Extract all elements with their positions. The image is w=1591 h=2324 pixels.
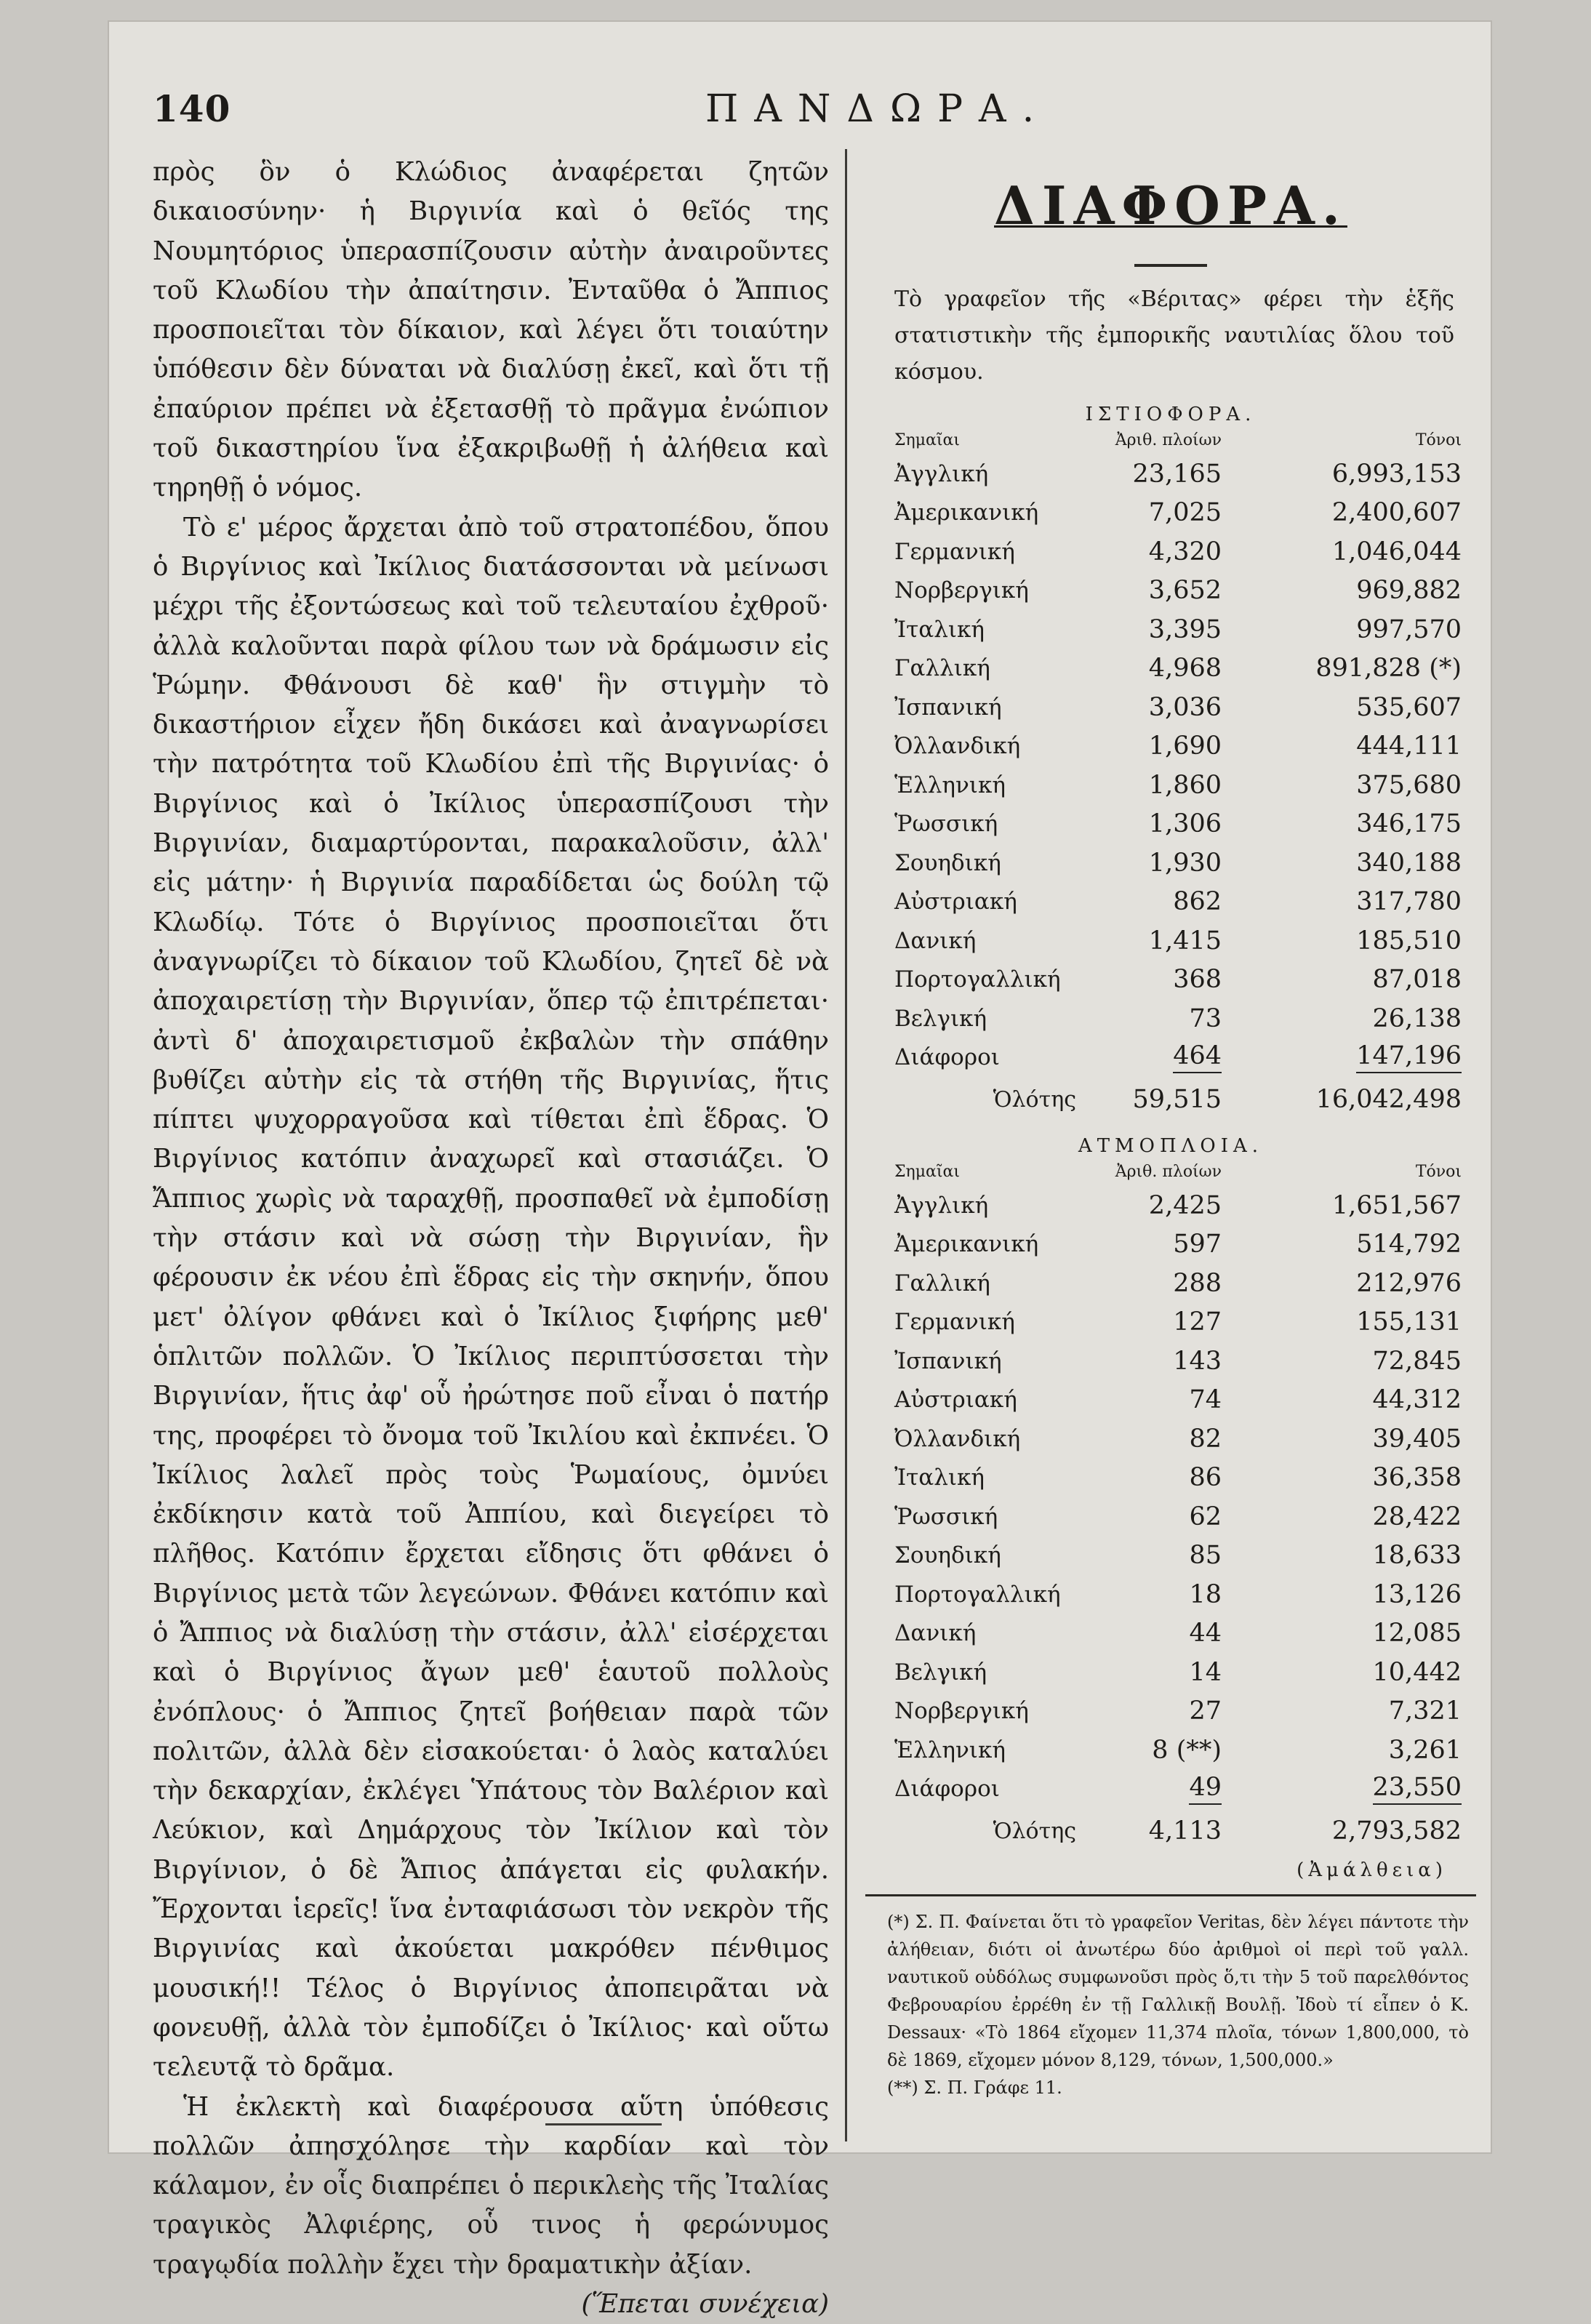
ships-cell xyxy=(1076,572,1222,611)
right-column xyxy=(865,153,1476,2101)
ships-cell xyxy=(1076,1459,1222,1498)
ships-value: 1,415 xyxy=(1148,926,1222,955)
ships-cell xyxy=(1076,1225,1222,1265)
tons-value: 28,422 xyxy=(1372,1502,1462,1531)
table-header-row xyxy=(894,1157,1462,1186)
table-row xyxy=(894,1536,1462,1576)
total-label: Ὁλότης xyxy=(993,1818,1076,1844)
total-tons: 16,042,498 xyxy=(1315,1085,1462,1114)
ships-value: 1,860 xyxy=(1148,770,1222,800)
ships-value: 86 xyxy=(1189,1463,1222,1493)
table-row xyxy=(894,572,1462,611)
country-cell: Ἰταλική xyxy=(894,1464,985,1491)
ships-value: 49 xyxy=(1189,1773,1222,1805)
country-cell: Αὐστριακή xyxy=(894,1387,1017,1414)
tons-value: 44,312 xyxy=(1372,1385,1462,1415)
ships-value: 7,025 xyxy=(1148,498,1222,528)
table-row xyxy=(894,1225,1462,1265)
ships-cell xyxy=(1076,1038,1222,1078)
country-cell: Ὀλλανδική xyxy=(894,733,1021,760)
page-number: 140 xyxy=(153,87,231,130)
ships-cell xyxy=(1076,883,1222,922)
country-cell: Ἰσπανική xyxy=(894,1347,1002,1374)
country-cell: Ἑλληνική xyxy=(894,1736,1006,1763)
table-row xyxy=(894,610,1462,649)
tons-value: 87,018 xyxy=(1372,965,1462,995)
country-cell: Ῥωσσική xyxy=(894,811,998,838)
tons-cell xyxy=(1222,805,1462,844)
table-row xyxy=(894,1770,1462,1809)
paragraph: Τὸ ε' μέρος ἄρχεται ἀπὸ τοῦ στρατοπέδου, ὅπου ὁ Βιργίνιος καὶ Ἰκίλιος διατάσσονται νὰ μείνωσι μέχρι τῆς ἐξοντώσεως καὶ τοῦ τελευταίου ἐχθροῦ· ἀλλὰ καλοῦνται παρὰ φίλου των νὰ δράμωσιν εἰς Ῥώμην. Φθάνουσι δὲ καθ' ἣν στιγμὴν τὸ δικαστήριον εἶχεν ἤδη δικάσει καὶ ἀναγνωρίσει τὴν πατρότητα τοῦ Κλωδίου ἐπὶ τῆς Βιργινίας· ὁ Βιργίνιος καὶ ὁ Ἰκίλιος ὑπερασπίζουσι τὴν Βιργινίαν, διαμαρτύρονται, παρακαλοῦσιν, ἀλλ' εἰς μάτην· ἡ Βιργινία παραδίδεται ὡς δούλη τῷ Κλωδίῳ. Τότε ὁ Βιργίνιος προσποιεῖται ὅτι ἀναγνωρίζει τὸ δίκαιον τοῦ Κλωδίου, ζητεῖ δὲ νὰ ἀποχαιρετίσῃ τὴν Βιργινίαν, ὅπερ τῷ ἐπιτρέπεται· ἀντὶ δ' ἀποχαιρετισμοῦ ἐκβαλὼν τὴν σπάθην βυθίζει αὐτὴν εἰς τὰ στήθη τῆς Βιργινίας, ἥτις πίπτει ψυχορραγοῦσα καὶ τίθεται ἐπὶ ἕδρας. Ὁ Βιργίνιος κατόπιν ἀναχωρεῖ καὶ στασιάζει. Ὁ Ἄππιος χωρὶς νὰ ταραχθῇ, προσπαθεῖ νὰ ἐμποδίσῃ τὴν στάσιν καὶ νὰ σώσῃ τὴν Βιργινίαν, ἣν φέρουσιν ἐκ νέου ἐπὶ ἕδρας εἰς τὴν σκηνήν, ὅπου μετ' ὀλίγον φθάνει καὶ ὁ Ἰκίλιος ξιφήρης μεθ' ὁπλιτῶν πολλῶν. Ὁ Ἰκίλιος περιπτύσσεται τὴν Βιργινίαν, ἥτις ἀφ' οὗ ἠρώτησε ποῦ εἶναι ὁ πατήρ της, προφέρει τὸ ὄνομα τοῦ Ἰκιλίου καὶ ἐκπνέει. Ὁ Ἰκίλιος λαλεῖ πρὸς τοὺς Ῥωμαίους, ὀμνύει ἐκδίκησιν κατὰ τοῦ Ἀππίου, καὶ διεγείρει τὸ πλῆθος. Κατόπιν ἔρχεται εἴδησις ὅτι φθάνει ὁ Βιργίνιος μετὰ τῶν λεγεώνων. Φθάνει κατόπιν καὶ ὁ Ἄππιος νὰ διαλύσῃ τὴν στάσιν, ἀλλ' εἰσέρχεται καὶ ὁ Βιργίνιος ἄγων μεθ' ἑαυτοῦ πολλοὺς ἐνόπλους· ὁ Ἄππιος ζητεῖ βοήθειαν παρὰ τῶν πολιτῶν, ἀλλὰ δὲν εἰσακούεται· ὁ λαὸς καταλύει τὴν δεκαρχίαν, ἐκλέγει Ὑπάτους τὸν Βαλέριον καὶ Λεύκιον, καὶ Δημάρχους τὸν Ἰκίλιον καὶ τὸν Βιργίνιον, ὁ δὲ Ἄπιος ἀπάγεται εἰς φυλακήν. Ἔρχονται ἱερεῖς! ἵνα ἐνταφιάσωσι τὸν νεκρὸν τῆς Βιργινίας καὶ ἀκούεται μακρόθεν πένθιμος μουσική!! Τέλος ὁ Βιργίνιος ἀποπειρᾶται νὰ φονευθῇ, ἀλλὰ τὸν ἐμποδίζει ὁ Ἰκίλιος· καὶ οὕτω τελευτᾷ τὸ δρᾶμα. xyxy=(153,512,829,2083)
country-cell: Ἀμερικανική xyxy=(894,500,1039,526)
ships-value: 2,425 xyxy=(1148,1190,1222,1220)
country-cell: Ὀλλανδική xyxy=(894,1425,1021,1452)
ships-value: 1,930 xyxy=(1148,848,1222,878)
ships-cell xyxy=(1076,1186,1222,1225)
ships-value: 44 xyxy=(1189,1619,1222,1648)
tons-cell xyxy=(1222,1225,1462,1265)
ships-value: 85 xyxy=(1189,1541,1222,1571)
country-cell: Σουηδική xyxy=(894,849,1001,876)
country-cell: Ἀμερικανική xyxy=(894,1231,1039,1258)
sailing-ships-title: ΙΣΤΙΟΦΟΡΑ. xyxy=(1085,404,1257,425)
tons-value: 891,828 (*) xyxy=(1315,654,1462,684)
tons-value: 444,111 xyxy=(1356,732,1462,761)
total-row xyxy=(894,1077,1462,1122)
ships-value: 862 xyxy=(1173,887,1222,917)
total-label: Ὁλότης xyxy=(993,1086,1076,1113)
ships-value: 4,968 xyxy=(1148,654,1222,684)
ships-value: 464 xyxy=(1173,1041,1222,1073)
table-row xyxy=(894,1575,1462,1614)
footnotes xyxy=(865,1908,1476,2101)
tons-value: 514,792 xyxy=(1356,1230,1462,1259)
ships-value: 8 (**) xyxy=(1152,1735,1222,1765)
footnote-rule xyxy=(865,1894,1476,1896)
country-cell: Νορβεργική xyxy=(894,577,1029,604)
table-row xyxy=(894,1459,1462,1498)
tons-value: 212,976 xyxy=(1356,1268,1462,1298)
column-header-flags: Σημαῖαι xyxy=(894,430,960,449)
tons-cell xyxy=(1222,610,1462,649)
column-header-ships: Ἀριθ. πλοίων xyxy=(1115,430,1222,449)
ships-cell xyxy=(1076,727,1222,766)
country-cell: Ῥωσσική xyxy=(894,1503,998,1530)
table-row xyxy=(894,1342,1462,1381)
table-row xyxy=(894,1381,1462,1420)
tons-cell xyxy=(1222,844,1462,883)
tons-cell xyxy=(1222,1497,1462,1536)
ships-value: 74 xyxy=(1189,1385,1222,1415)
country-cell: Βελγική xyxy=(894,1659,987,1686)
ships-value: 14 xyxy=(1189,1657,1222,1687)
tons-value: 10,442 xyxy=(1372,1657,1462,1687)
country-cell: Δανική xyxy=(894,1620,977,1647)
ships-value: 62 xyxy=(1189,1502,1222,1531)
country-cell: Διάφοροι xyxy=(894,1776,1000,1803)
country-cell: Δανική xyxy=(894,927,977,954)
tons-value: 3,261 xyxy=(1388,1735,1462,1765)
table-row xyxy=(894,844,1462,883)
section-title: ΔΙΑΦΟΡΑ. xyxy=(994,175,1347,236)
table-row xyxy=(894,1692,1462,1731)
ships-value: 1,306 xyxy=(1148,809,1222,839)
tons-cell xyxy=(1222,727,1462,766)
ships-cell xyxy=(1076,1497,1222,1536)
table-row xyxy=(894,727,1462,766)
country-cell: Ἰταλική xyxy=(894,616,985,643)
column-header-tons: Τόνοι xyxy=(1415,1162,1462,1181)
ships-cell xyxy=(1076,532,1222,572)
ships-cell xyxy=(1076,1342,1222,1381)
sailing-ships-table xyxy=(894,425,1462,1122)
ships-cell xyxy=(1076,1264,1222,1303)
tons-cell xyxy=(1222,1770,1462,1809)
table-row xyxy=(894,688,1462,727)
ships-value: 82 xyxy=(1189,1424,1222,1454)
table-row xyxy=(894,1419,1462,1459)
ships-value: 288 xyxy=(1173,1268,1222,1298)
column-divider xyxy=(845,149,847,2141)
tons-value: 997,570 xyxy=(1356,614,1462,644)
tons-value: 12,085 xyxy=(1372,1619,1462,1648)
tons-cell xyxy=(1222,1692,1462,1731)
tons-cell xyxy=(1222,766,1462,805)
ships-cell xyxy=(1076,649,1222,689)
table-row xyxy=(894,1186,1462,1225)
table-row xyxy=(894,766,1462,805)
ships-cell xyxy=(1076,1692,1222,1731)
ships-value: 597 xyxy=(1173,1230,1222,1259)
table-row xyxy=(894,649,1462,689)
ships-cell xyxy=(1076,494,1222,533)
ships-cell xyxy=(1076,610,1222,649)
table-row xyxy=(894,921,1462,961)
table-row xyxy=(894,999,1462,1038)
footnote: (**) Σ. Π. Γράφε 11. xyxy=(887,2077,1062,2098)
country-cell: Βελγική xyxy=(894,1005,987,1032)
tons-cell xyxy=(1222,1459,1462,1498)
tons-cell xyxy=(1222,1381,1462,1420)
left-column-text xyxy=(153,153,829,2324)
tons-value: 72,845 xyxy=(1372,1346,1462,1376)
tons-cell xyxy=(1222,1653,1462,1692)
ships-cell xyxy=(1076,688,1222,727)
title-rule xyxy=(1134,264,1207,267)
country-cell: Γερμανική xyxy=(894,538,1015,565)
tons-value: 147,196 xyxy=(1356,1041,1462,1073)
table-row xyxy=(894,805,1462,844)
tons-cell xyxy=(1222,999,1462,1038)
tons-cell xyxy=(1222,1731,1462,1770)
ships-cell xyxy=(1076,1536,1222,1576)
tons-cell xyxy=(1222,494,1462,533)
country-cell: Ἰσπανική xyxy=(894,694,1002,721)
column-header-tons: Τόνοι xyxy=(1415,430,1462,449)
table-row xyxy=(894,883,1462,922)
tons-cell xyxy=(1222,1303,1462,1342)
tons-cell xyxy=(1222,1419,1462,1459)
ships-value: 3,395 xyxy=(1148,614,1222,644)
country-cell: Νορβεργική xyxy=(894,1698,1029,1725)
ships-cell xyxy=(1076,844,1222,883)
country-cell: Αὐστριακή xyxy=(894,889,1017,915)
ships-value: 18 xyxy=(1189,1579,1222,1609)
total-tons: 2,793,582 xyxy=(1331,1816,1462,1846)
country-cell: Ἑλληνική xyxy=(894,772,1006,798)
table-header-row xyxy=(894,425,1462,454)
tons-cell xyxy=(1222,1264,1462,1303)
ships-cell xyxy=(1076,1419,1222,1459)
tons-value: 1,651,567 xyxy=(1331,1190,1462,1220)
steamships-table xyxy=(894,1157,1462,1854)
tons-cell xyxy=(1222,572,1462,611)
footnote: (*) Σ. Π. Φαίνεται ὅτι τὸ γραφεῖον Veritas, δὲν λέγει πάντοτε τὴν ἀλήθειαν, διότι οἱ ἀνωτέρω δύο ἀριθμοὶ οἱ περὶ τοῦ γαλλ. ναυτικοῦ οὐδόλως συμφωνοῦσι πρὸς ὅ,τι τὴν 5 τοῦ παρελθόντος Φεβρουαρίου ἐρρέθη ἐν τῇ Γαλλικῇ Βουλῇ. Ἰδοὺ τί εἶπεν ὁ Κ. Dessaux· «Τὸ 1864 εἴχομεν 11,374 πλοῖα, τόνων 1,800,000, τὸ δὲ 1869, εἴχομεν μόνον 8,129, τόνων, 1,500,000.» xyxy=(887,1912,1469,2070)
tons-cell xyxy=(1222,649,1462,689)
ships-value: 127 xyxy=(1173,1307,1222,1337)
tons-value: 317,780 xyxy=(1356,887,1462,917)
tons-value: 2,400,607 xyxy=(1331,498,1462,528)
ships-value: 1,690 xyxy=(1148,732,1222,761)
country-cell: Γαλλική xyxy=(894,1270,990,1297)
country-cell: Γαλλική xyxy=(894,655,990,682)
paragraph: πρὸς ὃν ὁ Κλώδιος ἀναφέρεται ζητῶν δικαιοσύνην· ἡ Βιργινία καὶ ὁ θεῖός της Νουμητόριος ὑπερασπίζουσιν αὐτὴν ἀναιροῦντες τοῦ Κλωδίου τὴν ἀπαίτησιν. Ἐνταῦθα ὁ Ἄππιος προσποιεῖται τὸν δίκαιον, καὶ λέγει ὅτι τοιαύτην ὑπόθεσιν δὲν δύναται νὰ διαλύσῃ ἐκεῖ, καὶ ὅτι τῇ ἐπαύριον πρέπει νὰ ἐξετασθῇ τὸ πρᾶγμα ἐνώπιον τοῦ δικαστηρίου ἵνα ἐξακριβωθῇ ἡ ἀλήθεια καὶ τηρηθῇ ὁ νόμος. xyxy=(153,157,829,503)
tons-cell xyxy=(1222,532,1462,572)
table-row xyxy=(894,1264,1462,1303)
ships-cell xyxy=(1076,1653,1222,1692)
table-row xyxy=(894,1303,1462,1342)
tons-value: 39,405 xyxy=(1372,1424,1462,1454)
tons-value: 6,993,153 xyxy=(1331,459,1462,489)
country-cell: Σουηδική xyxy=(894,1542,1001,1569)
tons-cell xyxy=(1222,688,1462,727)
paragraph: Ἡ ἐκλεκτὴ καὶ διαφέρουσα αὕτη ὑπόθεσις πολλῶν ἀπησχόλησε τὴν καρδίαν καὶ τὸν κάλαμον, ἐν οἷς διαπρέπει ὁ περικλεὴς τῆς Ἰταλίας τραγικὸς Ἀλφιέρης, οὗ τινος ἡ φερώνυμος τραγῳδία πολλὴν ἔχει τὴν δραματικὴν ἀξίαν. xyxy=(153,2091,829,2280)
ships-cell xyxy=(1076,805,1222,844)
column-header-flags: Σημαῖαι xyxy=(894,1162,960,1181)
ships-cell xyxy=(1076,1303,1222,1342)
tons-value: 36,358 xyxy=(1372,1463,1462,1493)
country-cell: Ἀγγλική xyxy=(894,1192,989,1219)
tons-value: 155,131 xyxy=(1356,1307,1462,1337)
column-header-ships: Ἀριθ. πλοίων xyxy=(1115,1162,1222,1181)
tons-value: 185,510 xyxy=(1356,926,1462,955)
table-row xyxy=(894,494,1462,533)
country-cell: Γερμανική xyxy=(894,1309,1015,1336)
table-row xyxy=(894,532,1462,572)
tons-cell xyxy=(1222,921,1462,961)
country-cell: Ἀγγλική xyxy=(894,460,989,487)
page xyxy=(109,22,1491,2320)
tons-value: 375,680 xyxy=(1356,770,1462,800)
ships-value: 368 xyxy=(1173,965,1222,995)
country-cell: Πορτογαλλική xyxy=(894,966,1061,993)
ships-value: 23,165 xyxy=(1132,459,1222,489)
table-row xyxy=(894,1653,1462,1692)
intro-text: Τὸ γραφεῖον τῆς «Βέριτας» φέρει τὴν ἑξῆς στατιστικὴν τῆς ἐμπορικῆς ναυτιλίας ὅλου τοῦ κόσμου. xyxy=(894,287,1454,385)
ships-value: 3,652 xyxy=(1148,576,1222,606)
ships-cell xyxy=(1076,1770,1222,1809)
tons-cell xyxy=(1222,454,1462,494)
ships-value: 73 xyxy=(1189,1003,1222,1033)
journal-title: ΠΑΝΔΩΡΑ. xyxy=(705,87,1051,131)
total-row xyxy=(894,1808,1462,1854)
tons-cell xyxy=(1222,1536,1462,1576)
ships-cell xyxy=(1076,1614,1222,1654)
tons-value: 13,126 xyxy=(1372,1579,1462,1609)
tons-value: 535,607 xyxy=(1356,692,1462,722)
tons-value: 18,633 xyxy=(1372,1541,1462,1571)
tons-cell xyxy=(1222,1614,1462,1654)
tons-cell xyxy=(1222,961,1462,1000)
tons-value: 346,175 xyxy=(1356,809,1462,839)
end-rule xyxy=(545,2123,662,2125)
ships-cell xyxy=(1076,921,1222,961)
source-attribution: (Ἀμάλθεια) xyxy=(1297,1859,1447,1881)
ships-cell xyxy=(1076,1381,1222,1420)
country-cell: Πορτογαλλική xyxy=(894,1581,1061,1608)
ships-cell xyxy=(1076,1731,1222,1770)
ships-value: 143 xyxy=(1173,1346,1222,1376)
ships-cell xyxy=(1076,766,1222,805)
tons-value: 23,550 xyxy=(1373,1773,1462,1805)
country-cell: Διάφοροι xyxy=(894,1044,1000,1071)
tons-value: 1,046,044 xyxy=(1331,537,1462,566)
tons-cell xyxy=(1222,1575,1462,1614)
ships-cell xyxy=(1076,454,1222,494)
tons-value: 969,882 xyxy=(1356,576,1462,606)
table-row xyxy=(894,1614,1462,1654)
ships-value: 4,320 xyxy=(1148,537,1222,566)
tons-value: 7,321 xyxy=(1388,1696,1462,1726)
table-row xyxy=(894,1731,1462,1770)
tons-cell xyxy=(1222,883,1462,922)
total-ships: 4,113 xyxy=(1148,1816,1222,1846)
tons-value: 26,138 xyxy=(1372,1003,1462,1033)
steamships-title: ΑΤΜΟΠΛΟΙΑ. xyxy=(1078,1135,1264,1157)
total-ships: 59,515 xyxy=(1132,1085,1222,1114)
ships-cell xyxy=(1076,961,1222,1000)
continued-note: (Ἕπεται συνέχεια) xyxy=(581,2289,829,2320)
tons-value: 340,188 xyxy=(1356,848,1462,878)
tons-cell xyxy=(1222,1186,1462,1225)
ships-value: 3,036 xyxy=(1148,692,1222,722)
ships-cell xyxy=(1076,1575,1222,1614)
ships-value: 27 xyxy=(1189,1696,1222,1726)
table-row xyxy=(894,1497,1462,1536)
table-row xyxy=(894,454,1462,494)
tons-cell xyxy=(1222,1038,1462,1078)
tons-cell xyxy=(1222,1342,1462,1381)
table-row xyxy=(894,961,1462,1000)
ships-cell xyxy=(1076,999,1222,1038)
table-row xyxy=(894,1038,1462,1078)
